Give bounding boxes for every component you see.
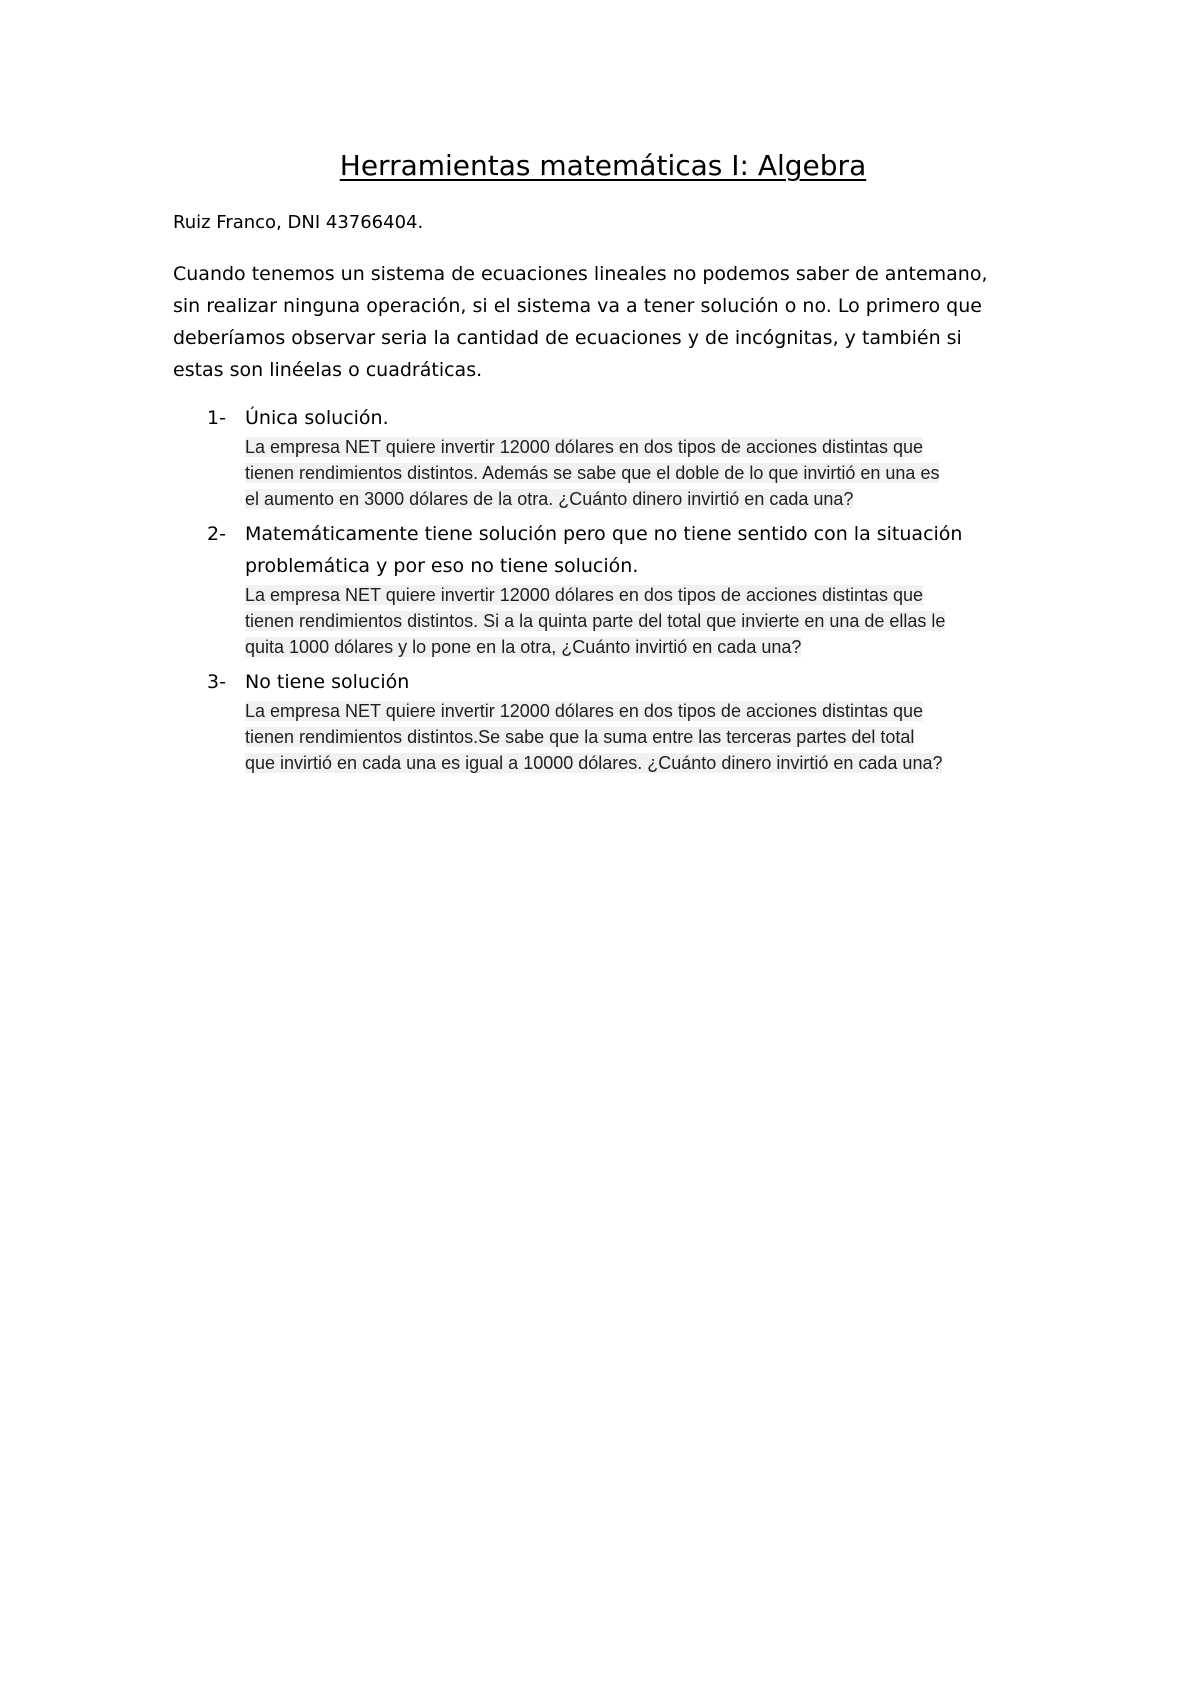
list-item-heading: [245, 666, 1037, 698]
author-line: Ruiz Franco, DNI 43766404.: [173, 212, 424, 233]
example-line: que invirtió en cada una es igual a 10000 dólares. ¿Cuánto dinero invirtió en cada una?: [245, 753, 943, 773]
list-item: [207, 666, 1037, 776]
list-item-heading: [245, 518, 1037, 582]
heading-line: No tiene solución: [245, 671, 410, 693]
intro-line: Cuando tenemos un sistema de ecuaciones lineales no podemos saber de antemano,: [173, 263, 988, 285]
intro-line: sin realizar ninguna operación, si el sistema va a tener solución o no. Lo primero que: [173, 295, 982, 317]
example-text: [245, 582, 1037, 660]
example-line: tienen rendimientos distintos. Además se sabe que el doble de lo que invirtió en una es: [245, 463, 940, 483]
list-item: [207, 518, 1037, 660]
example-line: tienen rendimientos distintos. Si a la quinta parte del total que invierte en una de ellas le: [245, 611, 946, 631]
example-line: tienen rendimientos distintos.Se sabe que la suma entre las terceras partes del total: [245, 727, 915, 747]
list-item-number: 2-: [207, 523, 226, 545]
list-item-heading: [245, 402, 1037, 434]
intro-line: estas son linéelas o cuadráticas.: [173, 359, 483, 381]
list-item: [207, 402, 1037, 512]
example-text: [245, 434, 1037, 512]
intro-line: deberíamos observar seria la cantidad de ecuaciones y de incógnitas, y también si: [173, 327, 962, 349]
list-item-number: 1-: [207, 407, 226, 429]
example-line: quita 1000 dólares y lo pone en la otra, ¿Cuánto invirtió en cada una?: [245, 637, 802, 657]
document-title: Herramientas matemáticas I: Algebra: [339, 149, 867, 182]
example-line: La empresa NET quiere invertir 12000 dólares en dos tipos de acciones distintas que: [245, 701, 924, 721]
list-item-number: 3-: [207, 671, 226, 693]
heading-line: problemática y por eso no tiene solución.: [245, 555, 639, 577]
example-line: La empresa NET quiere invertir 12000 dólares en dos tipos de acciones distintas que: [245, 437, 924, 457]
intro-paragraph: [173, 258, 1033, 386]
example-line: el aumento en 3000 dólares de la otra. ¿Cuánto dinero invirtió en cada una?: [245, 489, 854, 509]
example-text: [245, 698, 1037, 776]
numbered-list: [207, 402, 1037, 782]
example-line: La empresa NET quiere invertir 12000 dólares en dos tipos de acciones distintas que: [245, 585, 924, 605]
heading-line: Matemáticamente tiene solución pero que no tiene sentido con la situación: [245, 523, 963, 545]
heading-line: Única solución.: [245, 407, 389, 429]
